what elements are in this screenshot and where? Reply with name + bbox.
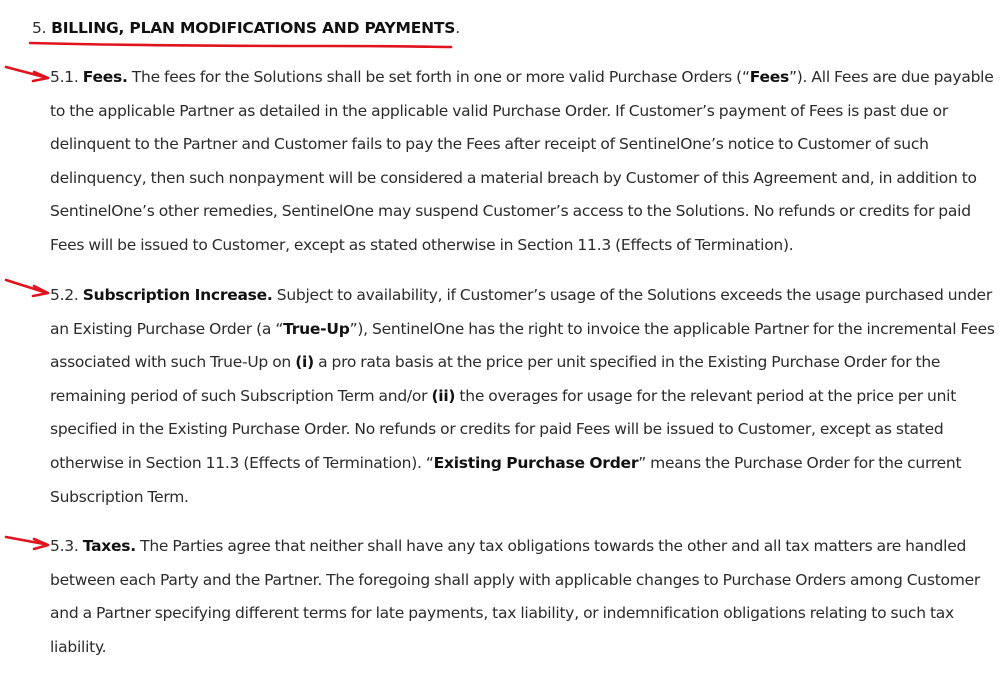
red-underline-annotation <box>28 40 454 50</box>
heading-period: . <box>455 19 460 37</box>
clause-title: Subscription Increase. <box>82 286 273 304</box>
clause-text: The Parties agree that neither shall have any tax obligations towards the other and all tax matters are handled between each Party and the Partner. The foregoing shall apply with applicable changes to Purchase Orders among Customer and a Partner specifying different terms for late payments, tax liability, or indemnification obligations relating to such tax liability. <box>50 537 981 656</box>
list-marker: (i) <box>295 353 314 372</box>
heading-title: BILLING, PLAN MODIFICATIONS AND PAYMENTS <box>51 19 456 37</box>
clause-text: ”), SentinelOne has the right to invoice the applicable Partner for the incremental Fees associated with such True-Up on <box>50 319 995 372</box>
clause-text: ”). All Fees are due payable to the applicable Partner as detailed in the applicable valid Purchase Order. If Customer’s payment of Fees is past due or delinquent to the Partner and Customer fails to pay the Fees after receipt of SentinelOne’s notice to Customer of such delinquency, then such nonpayment will be considered a material breach by Customer of this Agreement and, in addition to SentinelOne’s other remedies, SentinelOne may suspend Customer’s access to the Solutions. No refunds or credits for paid Fees will be issued to Customer, except as stated otherwise in Section 11.3 (Effects of Termination). <box>50 68 994 254</box>
red-arrow-annotation <box>4 64 50 84</box>
clause-text: the overages for usage for the relevant period at the price per unit specified in the Existing Purchase Order. No refunds or credits for paid Fees will be issued to Customer, except as stated otherwise in Section 11.3 (Effects of Termination). “ <box>50 386 957 472</box>
clause-text: Subject to availability, if Customer’s usage of the Solutions exceeds the usage purchased under an Existing Purchase Order (a “ <box>50 286 992 338</box>
clause-number: 5.2. <box>50 286 83 304</box>
clause-text: The fees for the Solutions shall be set forth in one or more valid Purchase Orders (“ <box>127 68 750 86</box>
list-marker: (ii) <box>431 386 456 405</box>
clause-text: a pro rata basis at the price per unit specified in the Existing Purchase Order for the remaining period of such Subscription Term and/or <box>50 353 941 405</box>
red-arrow-annotation <box>4 277 50 299</box>
clause-title: Fees. <box>82 68 128 86</box>
clause-number: 5.3. <box>50 537 83 555</box>
clause-5-2-subscription-increase <box>50 279 1000 514</box>
red-arrow-annotation <box>4 533 50 551</box>
clause-5-1-fees <box>50 61 1000 263</box>
clause-5-3-taxes <box>50 530 1000 664</box>
clause-title: Taxes. <box>82 537 136 555</box>
clause-number: 5.1. <box>50 68 83 86</box>
defined-term: Existing Purchase Order <box>433 453 639 472</box>
clause-text: ” means the Purchase Order for the current Subscription Term. <box>50 453 962 506</box>
section-heading <box>32 17 460 39</box>
heading-number: 5. <box>32 19 52 37</box>
defined-term: True-Up <box>283 319 350 338</box>
defined-term: Fees <box>749 68 789 86</box>
